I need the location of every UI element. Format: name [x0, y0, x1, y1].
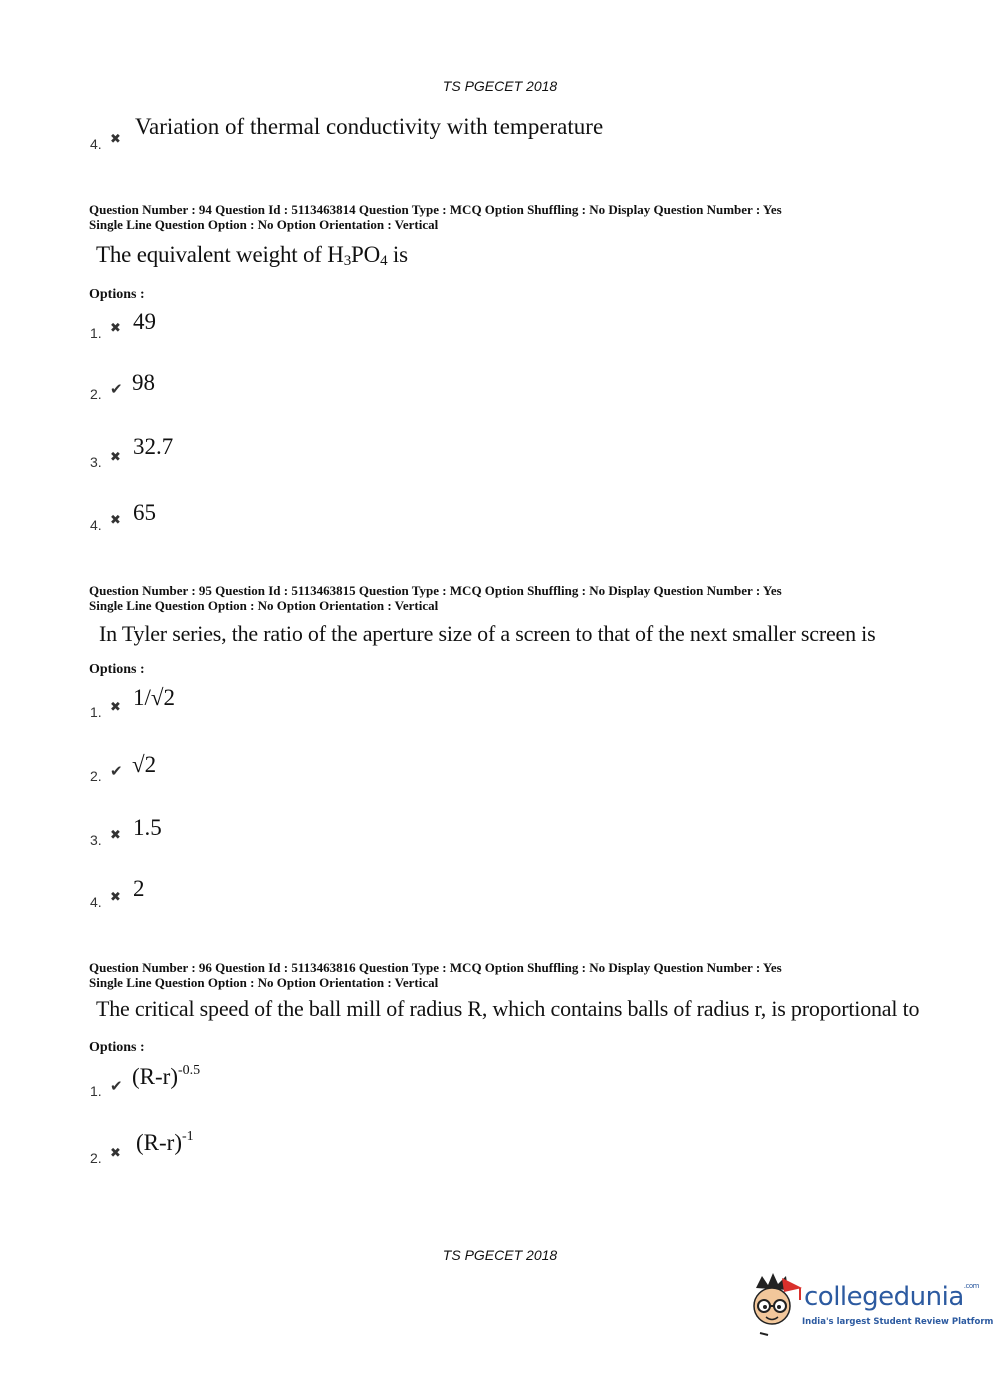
option-value: 2 [133, 876, 145, 901]
option-number: 3. [90, 832, 102, 848]
option-number: 4. [90, 517, 102, 533]
q94-text-before: The equivalent weight of H [96, 242, 344, 267]
question-meta-line2: Single Line Question Option : No Option Orientation : Vertical [89, 217, 439, 232]
option-number: 2. [90, 1150, 102, 1166]
question-meta-94 [89, 202, 782, 232]
question-meta-line2: Single Line Question Option : No Option Orientation : Vertical [89, 598, 439, 613]
option-value [132, 1064, 200, 1090]
option-value: √2 [132, 752, 157, 777]
question-text-94 [96, 242, 408, 270]
option-base: (R-r) [132, 1064, 178, 1089]
option-value: 32.7 [133, 434, 174, 459]
question-meta-line1: Question Number : 95 Question Id : 5113463815 Question Type : MCQ Option Shuffling : No Display Question Number : Yes [89, 583, 782, 598]
q94-text-mid: PO [351, 242, 381, 267]
cross-icon: ✖ [110, 513, 121, 528]
question-meta-line2: Single Line Question Option : No Option Orientation : Vertical [89, 975, 439, 990]
option-number: 4. [90, 894, 102, 910]
q94-sub1: 3 [343, 253, 352, 269]
cross-icon: ✖ [110, 700, 121, 715]
check-icon: ✔ [110, 1077, 123, 1095]
question-meta-line1: Question Number : 94 Question Id : 5113463814 Question Type : MCQ Option Shuffling : No Display Question Number : Yes [89, 202, 782, 217]
logo-wordmark [804, 1282, 979, 1312]
q94-text-after: is [387, 242, 408, 267]
check-icon: ✔ [110, 762, 123, 780]
option-text: Variation of thermal conductivity with temperature [135, 114, 604, 139]
logo-name: collegedunia [804, 1282, 964, 1312]
question-meta-95 [89, 583, 782, 613]
option-base: (R-r) [136, 1130, 182, 1155]
option-value: 49 [133, 309, 156, 334]
option-number: 1. [90, 325, 102, 341]
cross-icon: ✖ [110, 1146, 121, 1161]
cross-icon: ✖ [110, 132, 121, 147]
options-label: Options : [89, 1040, 145, 1055]
option-number: 4. [90, 136, 102, 152]
option-value: 1/√2 [133, 685, 176, 710]
cross-icon: ✖ [110, 450, 121, 465]
option-number: 1. [90, 1083, 102, 1099]
check-icon: ✔ [110, 380, 123, 398]
options-label: Options : [89, 662, 145, 677]
question-meta-96 [89, 960, 782, 990]
option-number: 1. [90, 704, 102, 720]
question-meta-line1: Question Number : 96 Question Id : 5113463816 Question Type : MCQ Option Shuffling : No Display Question Number : Yes [89, 960, 782, 975]
page-header: TS PGECET 2018 [442, 78, 558, 94]
option-number: 2. [90, 768, 102, 784]
option-value: 1.5 [133, 815, 162, 840]
q94-sub2: 4 [380, 253, 388, 269]
option-number: 2. [90, 386, 102, 402]
mascot-icon [742, 1270, 802, 1340]
option-value: 65 [133, 500, 156, 525]
option-value: 98 [132, 370, 155, 395]
page-footer: TS PGECET 2018 [442, 1247, 558, 1263]
logo-tagline: India's largest Student Review Platform [802, 1317, 994, 1327]
option-value [136, 1130, 194, 1156]
cross-icon: ✖ [110, 828, 121, 843]
cross-icon: ✖ [110, 890, 121, 905]
options-label: Options : [89, 287, 145, 302]
option-exponent: -0.5 [177, 1063, 201, 1078]
cross-icon: ✖ [110, 321, 121, 336]
question-text-95: In Tyler series, the ratio of the aperture size of a screen to that of the next smaller screen is [99, 621, 876, 646]
collegedunia-logo [742, 1270, 994, 1340]
question-text-96: The critical speed of the ball mill of radius R, which contains balls of radius r, is proportional to [96, 996, 920, 1021]
option-exponent: -1 [181, 1129, 194, 1144]
option-number: 3. [90, 454, 102, 470]
logo-suffix: .com [963, 1282, 979, 1290]
